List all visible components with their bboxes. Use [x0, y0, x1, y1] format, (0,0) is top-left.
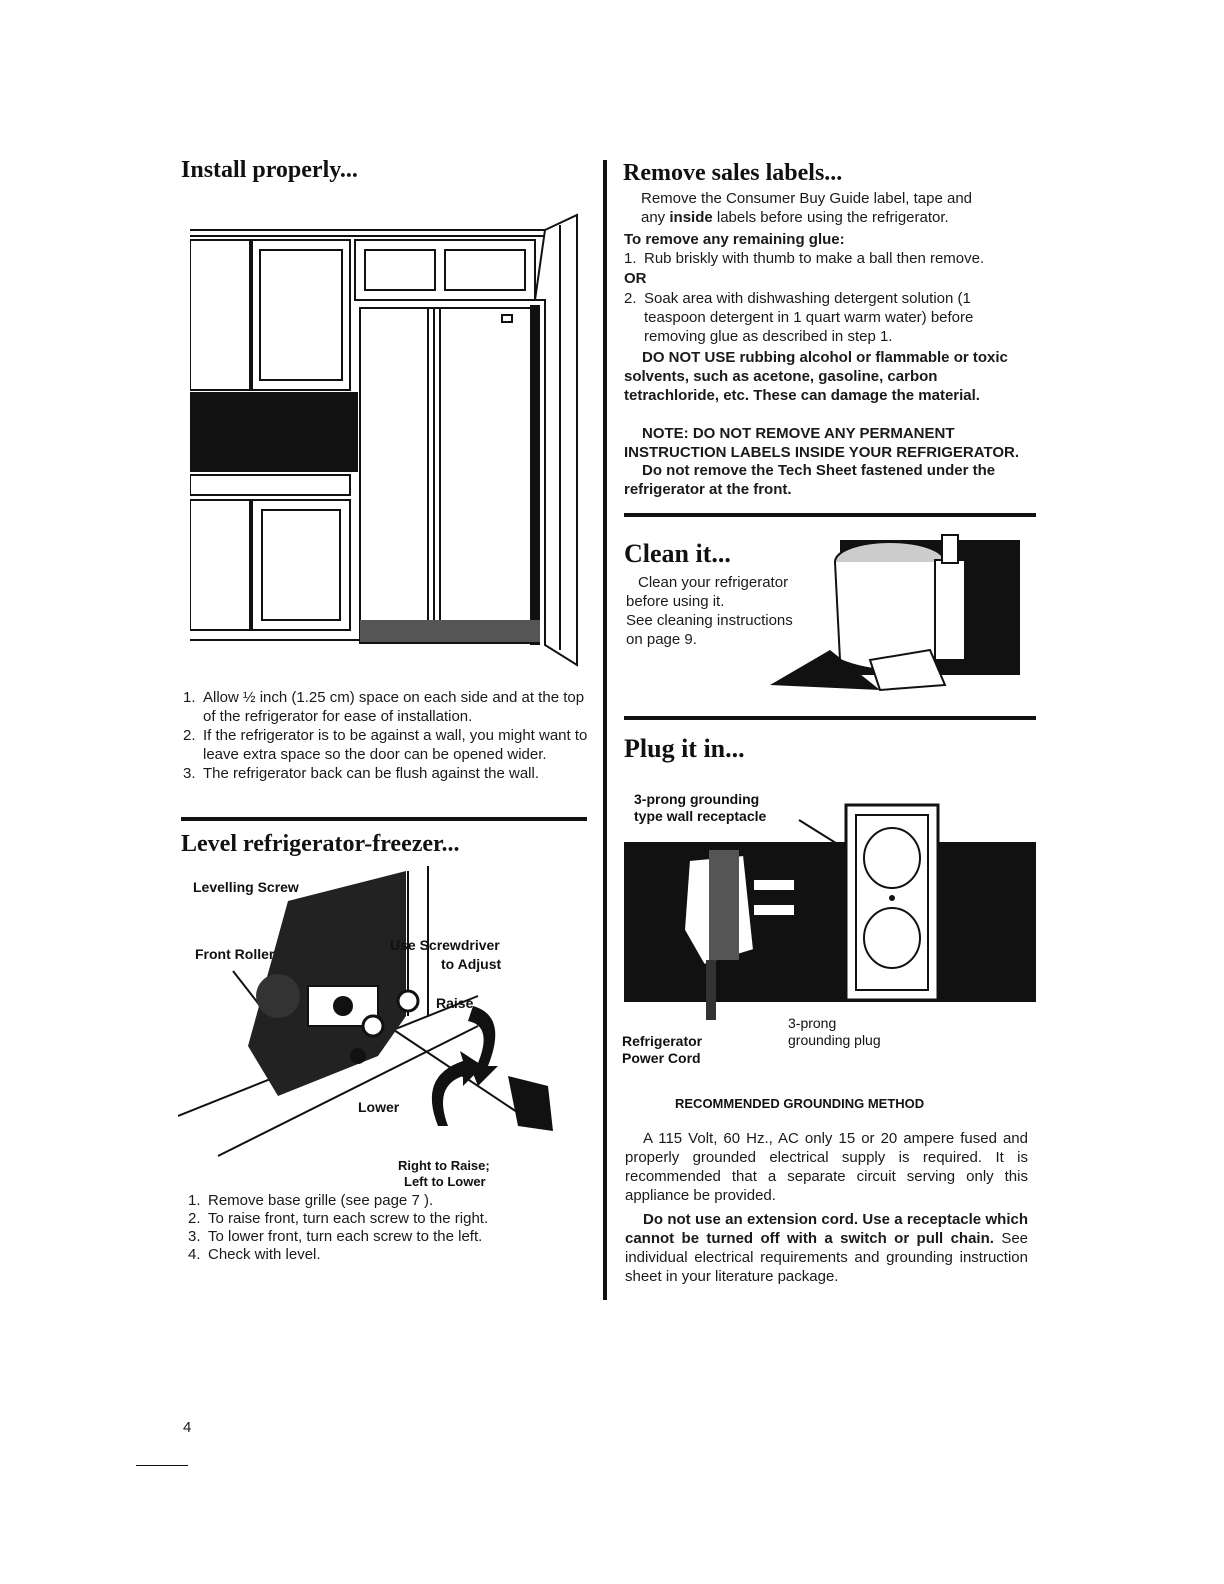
- note-text: NOTE: DO NOT REMOVE ANY PERMANENT INSTRUCTION LABELS INSIDE YOUR REFRIGERATOR.: [624, 425, 1020, 461]
- receptacle-label: [634, 791, 766, 825]
- list-item: 2. Soak area with dishwashing detergent solution (1 teaspoon detergent in 1 quart warm water) before removing glue as described in step 1.: [624, 290, 974, 345]
- warning-text: DO NOT USE rubbing alcohol or flammable or toxic solvents, such as acetone, gasoline, carbon tetrachloride, etc. These can damage the material.: [624, 349, 1008, 404]
- refrigerator-installation-illustration: [190, 210, 580, 670]
- left-to-lower-label: Left to Lower: [404, 1174, 486, 1189]
- cleaning-supplies-illustration: [770, 520, 1020, 695]
- level-steps: [188, 1192, 568, 1264]
- section-divider: [181, 817, 587, 821]
- extension-cord-detail: See individual electrical requirements and grounding instruction sheet in your literature package.: [625, 1230, 1029, 1285]
- receptacle-label-line: type wall receptacle: [634, 808, 767, 824]
- list-item: 2. If the refrigerator is to be against a wall, you might want to leave extra space so the door can be opened wider.: [183, 727, 588, 763]
- extension-cord-warning: Do not use an extension cord. Use a receptacle which cannot be turned off with a switch or pull chain.: [625, 1211, 1028, 1247]
- tech-sheet-text: Do not remove the Tech Sheet fastened under the refrigerator at the front.: [624, 462, 996, 498]
- grounding-plug-label-line: 3-prong: [788, 1015, 837, 1031]
- remove-labels-title: Remove sales labels...: [623, 160, 843, 186]
- page-number: 4: [183, 1419, 192, 1436]
- list-item: 3. The refrigerator back can be flush against the wall.: [183, 765, 540, 782]
- to-adjust-label: to Adjust: [441, 956, 502, 972]
- glue-steps: [624, 249, 1026, 268]
- lower-label: Lower: [358, 1099, 400, 1115]
- leveling-screw-illustration: [178, 866, 578, 1166]
- raise-label: Raise: [436, 995, 474, 1011]
- section-divider: [624, 716, 1036, 720]
- remove-intro-line: any inside labels before using the refrigerator.: [641, 209, 949, 226]
- levelling-screw-label: Levelling Screw: [193, 879, 299, 895]
- clean-line: See cleaning instructions: [626, 612, 793, 629]
- install-title: Install properly...: [181, 157, 358, 183]
- list-item: 1. Allow ½ inch (1.25 cm) space on each side and at the top of the refrigerator for ease of installation.: [183, 689, 585, 725]
- grounding-plug-label: [788, 1015, 881, 1049]
- install-steps: [183, 688, 588, 783]
- clean-title: Clean it...: [624, 539, 731, 568]
- power-cord-label-line: Power Cord: [622, 1050, 701, 1066]
- level-title: Level refrigerator-freezer...: [181, 831, 460, 857]
- glue-steps-2: [624, 289, 1026, 346]
- footer-rule: [136, 1465, 188, 1466]
- remove-intro-line: Remove the Consumer Buy Guide label, tape and: [641, 190, 973, 207]
- list-item: 2. To raise front, turn each screw to the right.: [188, 1210, 489, 1227]
- receptacle-label-line: 3-prong grounding: [634, 791, 760, 807]
- list-item: 3. To lower front, turn each screw to the left.: [188, 1228, 483, 1245]
- remove-intro: [641, 189, 1031, 227]
- use-screwdriver-label: Use Screwdriver: [390, 937, 500, 953]
- clean-line: on page 9.: [626, 631, 697, 648]
- front-roller-label: Front Roller: [195, 946, 275, 962]
- column-divider: [603, 160, 607, 1300]
- list-item: 1. Remove base grille (see page 7 ).: [188, 1192, 434, 1209]
- extension-cord-paragraph: [625, 1210, 1028, 1286]
- list-item: 1. Rub briskly with thumb to make a ball then remove.: [624, 250, 985, 267]
- list-item: 4. Check with level.: [188, 1246, 321, 1263]
- grounding-plug-label-line: grounding plug: [788, 1032, 881, 1048]
- grounding-method-heading: RECOMMENDED GROUNDING METHOD: [675, 1096, 925, 1111]
- plug-receptacle-illustration: [624, 800, 1036, 1020]
- or-label: OR: [624, 270, 647, 287]
- plug-title: Plug it in...: [624, 734, 745, 763]
- power-cord-label: [622, 1033, 702, 1067]
- grounding-paragraph: A 115 Volt, 60 Hz., AC only 15 or 20 ampere fused and properly grounded electrical supply is required. It is recommended that a separate circuit serving only this appliance be provided.: [625, 1130, 1028, 1204]
- clean-line: Clean your refrigerator: [638, 574, 789, 591]
- power-cord-label-line: Refrigerator: [622, 1033, 703, 1049]
- section-divider: [624, 513, 1036, 517]
- right-to-raise-label: Right to Raise;: [398, 1158, 490, 1173]
- glue-heading: To remove any remaining glue:: [624, 231, 845, 248]
- clean-line: before using it.: [626, 593, 725, 610]
